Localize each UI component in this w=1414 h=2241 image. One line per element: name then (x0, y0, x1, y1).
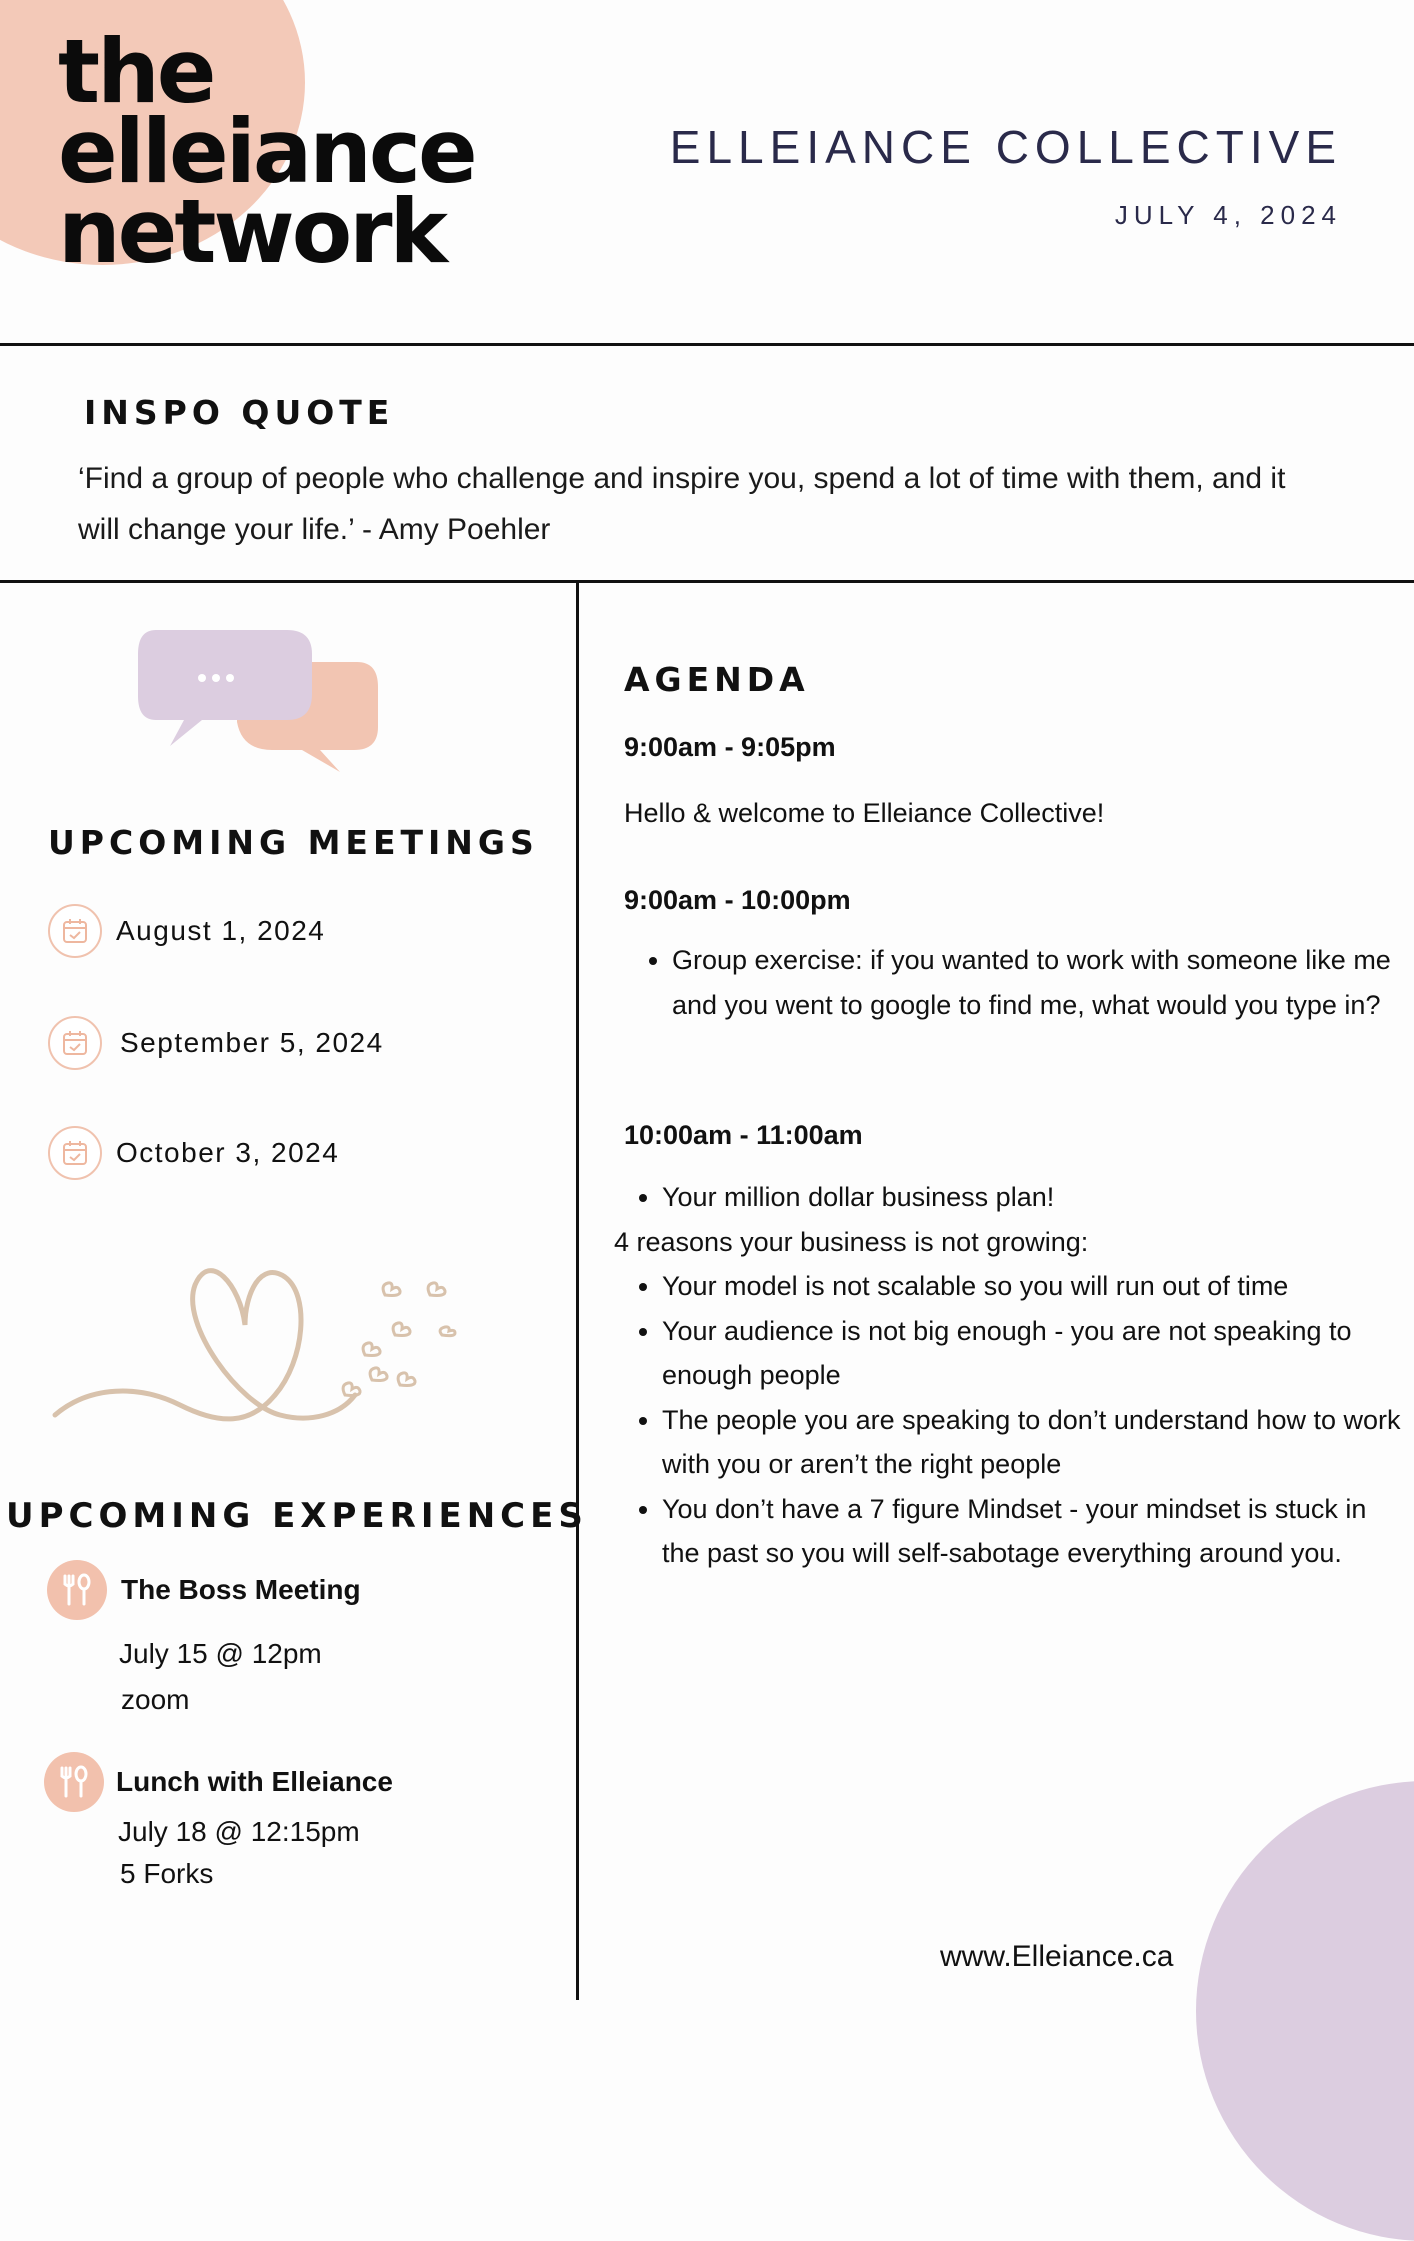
meeting-date: September 5, 2024 (120, 1027, 384, 1058)
agenda-bullet: • The people you are speaking to don’t understand how to work with you or aren’t the right people (662, 1398, 1402, 1487)
logo-line-3: network (58, 180, 446, 283)
agenda-item-text: Hello & welcome to Elleiance Collective! (624, 798, 1105, 828)
quote-text: ‘Find a group of people who challenge and inspire you, spend a lot of time with them, and it will change your life.’ - Amy Poehler (78, 462, 1286, 546)
column-divider (576, 582, 579, 2000)
agenda-bullet-list (614, 1264, 1402, 1576)
agenda-bullet-list (614, 1175, 1402, 1220)
network-logo (58, 20, 475, 283)
experience-item (44, 1752, 393, 1890)
heart-line-icon (50, 1255, 470, 1435)
agenda-time: 9:00am - 10:00pm (624, 885, 851, 915)
calendar-check-icon (48, 1016, 102, 1070)
header-divider (0, 343, 1414, 346)
cutlery-icon (47, 1560, 107, 1620)
logo-line-2: elleiance (58, 100, 475, 203)
experience-location: zoom (121, 1684, 190, 1715)
meeting-item (48, 1016, 384, 1070)
lavender-circle-decoration (1196, 1781, 1414, 2241)
experience-time: July 15 @ 12pm (119, 1638, 322, 1669)
experience-time: July 18 @ 12:15pm (118, 1816, 360, 1847)
agenda-heading: AGENDA (624, 660, 810, 699)
agenda-bullet: • Your model is not scalable so you will run out of time (662, 1264, 1402, 1309)
experience-title: The Boss Meeting (121, 1574, 361, 1605)
agenda-subheading: 4 reasons your business is not growing: (614, 1227, 1089, 1257)
logo-line-1: the (58, 20, 214, 123)
event-date: JULY 4, 2024 (1114, 200, 1342, 230)
agenda-bullet: • You don’t have a 7 figure Mindset - your mindset is stuck in the past so you will self-sabotage everything around you. (662, 1487, 1402, 1576)
agenda-time: 9:00am - 9:05pm (624, 732, 836, 762)
chat-bubbles-icon (132, 622, 382, 797)
agenda-time: 10:00am - 11:00am (624, 1120, 863, 1150)
experiences-heading: UPCOMING EXPERIENCES (6, 1496, 588, 1536)
meeting-item (48, 904, 325, 958)
agenda-bullet: • Your million dollar business plan! (662, 1175, 1402, 1220)
agenda-bullet-list (624, 938, 1412, 1027)
agenda-bullet: • Your audience is not big enough - you are not speaking to enough people (662, 1309, 1402, 1398)
experience-location: 5 Forks (120, 1858, 214, 1889)
calendar-check-icon (48, 904, 102, 958)
calendar-check-icon (48, 1126, 102, 1180)
quote-heading: INSPO QUOTE (84, 393, 395, 432)
meeting-date: August 1, 2024 (116, 915, 326, 946)
cutlery-icon (44, 1752, 104, 1812)
meetings-heading: UPCOMING MEETINGS (48, 823, 539, 862)
meeting-item (48, 1126, 339, 1180)
experience-title: Lunch with Elleiance (116, 1766, 393, 1797)
website-url: www.Elleiance.ca (940, 1940, 1174, 1973)
experience-item (47, 1560, 361, 1716)
brand-title: ELLEIANCE COLLECTIVE (669, 121, 1342, 173)
agenda-bullet: • Group exercise: if you wanted to work with someone like me and you went to google to find me, what would you type in? (672, 938, 1412, 1027)
quote-divider (0, 580, 1414, 583)
meeting-date: October 3, 2024 (116, 1137, 340, 1168)
